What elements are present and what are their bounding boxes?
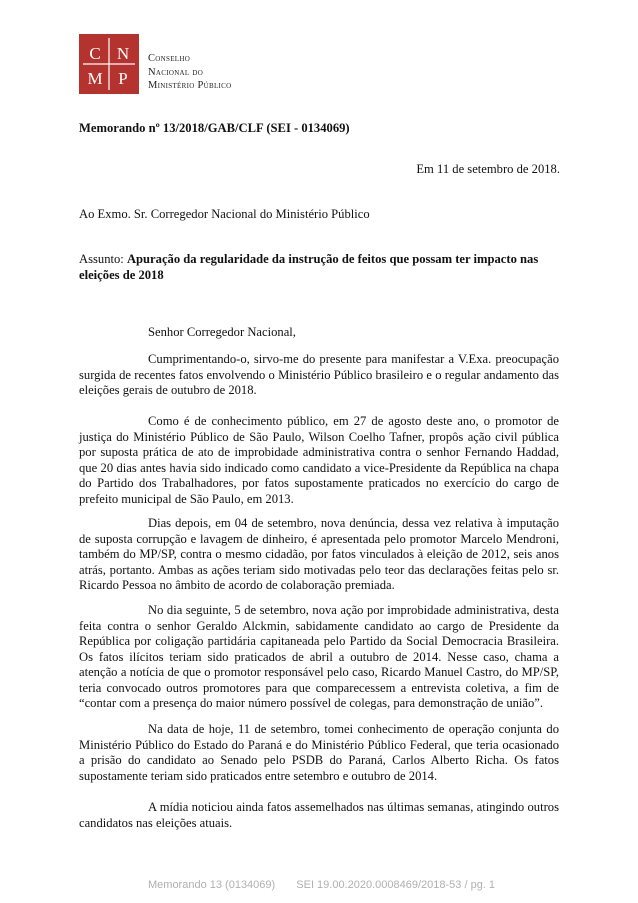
svg-text:M: M: [87, 69, 103, 88]
subject-text: Apuração da regularidade da instrução de feitos que possam ter impacto nas eleições de 2018: [79, 252, 539, 282]
subject-label: Assunto:: [79, 252, 124, 266]
paragraph-6: A mídia noticiou ainda fatos assemelhados nas últimas semanas, atingindo outros candidatos nas eleições atuais.: [79, 800, 559, 830]
subject: [79, 251, 559, 283]
footer-sei-ref: SEI 19.00.2020.0008469/2018-53 / pg. 1: [296, 879, 496, 891]
greeting: Senhor Corregedor Nacional,: [148, 325, 296, 339]
addressee: Ao Exmo. Sr. Corregedor Nacional do Ministério Público: [79, 207, 370, 221]
institution-name: [148, 52, 231, 93]
svg-text:P: P: [118, 69, 128, 88]
cnmp-logo: [79, 34, 139, 94]
cnmp-logo-mark: [79, 34, 139, 94]
paragraph-4: No dia seguinte, 5 de setembro, nova ação por improbidade administrativa, desta feita contra o senhor Geraldo Alckmin, sabidamente candidato ao cargo de Presidente da República por coligação partidária capitaneada pelo Partido da Social Democracia Brasileira. Os fatos ilícitos teriam sido praticados de abril a outubro de 2014. Nesse caso, chama a atenção a notícia de que o promotor responsável pelo caso, Ricardo Manuel Castro, do MP/SP, teria convocado outros promotores para que comparecessem a entrevista coletiva, a fim de “contar com a presença do maior número possível de colegas, para demonstração de união”.: [79, 603, 559, 710]
paragraph-5: Na data de hoje, 11 de setembro, tomei conhecimento de operação conjunta do Ministério Público do Estado do Paraná e do Ministério Público Federal, que teria ocasionado a prisão do candidato ao Senado pelo PSDB do Paraná, Carlos Alberto Richa. Os fatos supostamente teriam sido praticados entre setembro e outubro de 2014.: [79, 722, 559, 783]
paragraph-1: Cumprimentando-o, sirvo-me do presente para manifestar a V.Exa. preocupação surgida de recentes fatos envolvendo o Ministério Público brasileiro e o regular andamento das eleições gerais de outubro de 2018.: [79, 352, 559, 397]
footer-memo-ref: Memorando 13 (0134069): [148, 879, 276, 891]
memo-title: Memorando nº 13/2018/GAB/CLF (SEI - 0134069): [79, 121, 350, 135]
paragraph-3: Dias depois, em 04 de setembro, nova denúncia, dessa vez relativa à imputação de suposta corrupção e lavagem de dinheiro, é apresentada pelo promotor Marcelo Mendroni, também do MP/SP, contra o mesmo cidadão, por fatos vinculados à eleição de 2012, seis anos atrás, portanto. Ambas as ações teriam sido motivadas pelo teor das declarações feitas pelo sr. Ricardo Pessoa no âmbito de acordo de colaboração premiada.: [79, 516, 559, 592]
svg-text:N: N: [116, 44, 130, 63]
svg-text:C: C: [89, 44, 101, 63]
institution-line-1: Conselho: [148, 53, 191, 64]
paragraph-2: Como é de conhecimento público, em 27 de agosto deste ano, o promotor de justiça do Ministério Público de São Paulo, Wilson Coelho Tafner, propôs ação civil pública por suposta prática de ato de improbidade administrativa contra o senhor Fernando Haddad, que 20 dias antes havia sido indicado como candidato a vice-Presidente da República na chapa do Partido dos Trabalhadores, por fatos supostamente praticados no exercício do cargo de prefeito municipal de São Paulo, em 2013.: [79, 414, 559, 506]
institution-line-2: Nacional do: [148, 66, 204, 78]
page-footer: [148, 879, 513, 891]
date-line: Em 11 de setembro de 2018.: [416, 162, 560, 176]
institution-line-3: Ministério Público: [148, 80, 232, 91]
